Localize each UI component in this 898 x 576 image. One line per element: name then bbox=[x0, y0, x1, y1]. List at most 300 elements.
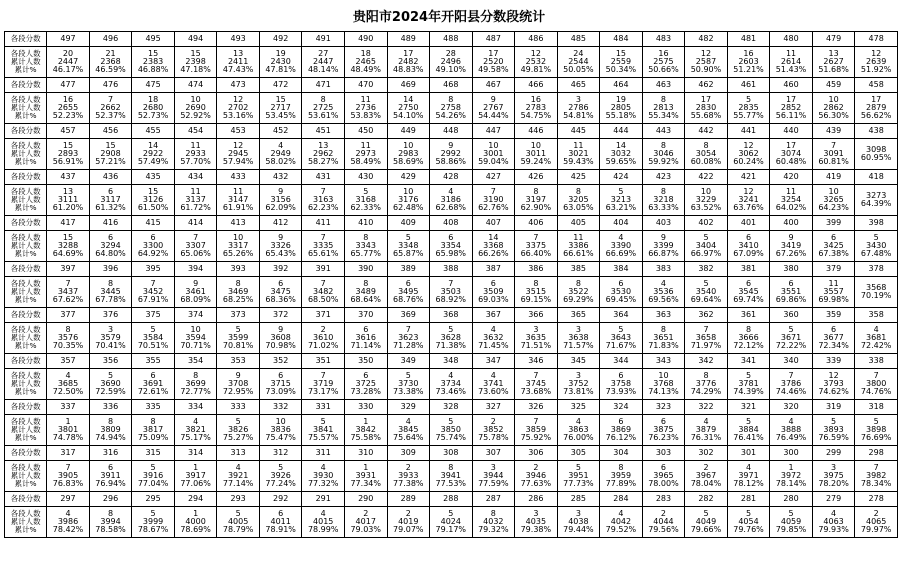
cum-value: 2482 bbox=[398, 57, 419, 66]
detail-cell bbox=[515, 415, 558, 446]
count-label: 各段人数 bbox=[10, 279, 41, 288]
cum-value: 3971 bbox=[738, 471, 759, 480]
score-cell: 365 bbox=[557, 308, 600, 323]
count-value: 13 bbox=[318, 141, 329, 150]
pct-value: 71.14% bbox=[350, 341, 381, 350]
count-value: 12 bbox=[233, 141, 244, 150]
score-cell: 478 bbox=[855, 32, 898, 47]
cum-value: 3375 bbox=[525, 241, 547, 250]
score-cell: 426 bbox=[515, 170, 558, 185]
score-cell: 317 bbox=[47, 446, 90, 461]
cum-value: 3265 bbox=[823, 195, 844, 204]
pct-value: 62.68% bbox=[435, 203, 467, 212]
score-cell: 327 bbox=[472, 400, 515, 415]
detail-cell bbox=[770, 323, 813, 354]
pct-value: 68.09% bbox=[180, 295, 211, 304]
pct-value: 75.09% bbox=[137, 433, 169, 442]
score-label-cell bbox=[5, 124, 47, 139]
score-cell: 432 bbox=[259, 170, 302, 185]
count-value: 4 bbox=[490, 325, 496, 334]
cum-value: 3430 bbox=[865, 241, 887, 250]
detail-cell bbox=[727, 231, 770, 262]
score-cell: 351 bbox=[302, 354, 345, 369]
cum-value: 3781 bbox=[738, 379, 759, 388]
pct-value: 77.34% bbox=[350, 479, 381, 488]
cum-value: 3568 bbox=[865, 283, 887, 292]
count-value: 5 bbox=[150, 509, 156, 518]
detail-cell bbox=[557, 139, 600, 170]
cum-value: 3503 bbox=[440, 287, 461, 296]
detail-label-cell bbox=[5, 415, 47, 446]
cum-value: 2496 bbox=[440, 57, 461, 66]
score-cell: 309 bbox=[387, 446, 430, 461]
detail-cell bbox=[600, 185, 643, 216]
count-value: 13 bbox=[62, 187, 74, 196]
pct-value: 75.58% bbox=[350, 433, 381, 442]
count-value: 6 bbox=[363, 325, 369, 334]
pct-value: 69.98% bbox=[818, 295, 849, 304]
score-cell: 312 bbox=[259, 446, 302, 461]
detail-cell bbox=[515, 47, 558, 78]
cum-value: 3699 bbox=[185, 379, 206, 388]
cum-value: 3098 bbox=[865, 145, 887, 154]
count-label: 各段人数 bbox=[10, 49, 41, 58]
score-cell: 359 bbox=[812, 308, 855, 323]
score-cell: 310 bbox=[344, 446, 387, 461]
count-label: 各段人数 bbox=[10, 95, 41, 104]
count-value: 4 bbox=[405, 417, 411, 426]
pct-value: 53.45% bbox=[265, 111, 296, 120]
detail-cell bbox=[727, 369, 770, 400]
cum-value: 3959 bbox=[610, 471, 632, 480]
detail-cell bbox=[557, 415, 600, 446]
pct-value: 74.62% bbox=[818, 387, 849, 396]
cum-value: 3522 bbox=[568, 287, 589, 296]
cum-value: 4005 bbox=[227, 517, 249, 526]
detail-cell bbox=[217, 185, 260, 216]
detail-cell bbox=[642, 139, 685, 170]
score-label-cell bbox=[5, 492, 47, 507]
count-value: 15 bbox=[62, 233, 74, 242]
detail-cell bbox=[557, 93, 600, 124]
count-value: 9 bbox=[235, 371, 241, 380]
score-cell: 345 bbox=[557, 354, 600, 369]
detail-cell bbox=[642, 507, 685, 538]
pct-value: 66.97% bbox=[690, 249, 722, 258]
detail-cell bbox=[259, 461, 302, 492]
cum-value: 4054 bbox=[738, 517, 759, 526]
count-value: 8 bbox=[660, 95, 666, 104]
count-value: 11 bbox=[360, 141, 371, 150]
detail-cell bbox=[344, 507, 387, 538]
count-value: 6 bbox=[745, 279, 752, 288]
count-value: 4 bbox=[448, 371, 454, 380]
score-cell: 304 bbox=[600, 446, 643, 461]
count-value: 6 bbox=[490, 279, 496, 288]
cum-value: 3461 bbox=[185, 287, 206, 296]
pct-value: 75.57% bbox=[307, 433, 339, 442]
cum-value: 3752 bbox=[568, 379, 589, 388]
score-cell: 358 bbox=[855, 308, 898, 323]
count-value: 10 bbox=[233, 233, 244, 242]
detail-cell bbox=[302, 231, 345, 262]
count-value: 8 bbox=[660, 325, 666, 334]
count-value: 5 bbox=[575, 463, 581, 472]
cum-value: 3046 bbox=[653, 149, 674, 158]
detail-cell bbox=[770, 461, 813, 492]
detail-cell bbox=[812, 507, 855, 538]
score-label-cell bbox=[5, 170, 47, 185]
score-row bbox=[5, 492, 898, 507]
cum-value: 3745 bbox=[525, 379, 547, 388]
score-cell: 377 bbox=[47, 308, 90, 323]
cum-label: 累计人数 bbox=[10, 103, 41, 112]
cum-value: 3850 bbox=[440, 425, 461, 434]
pct-value: 46.88% bbox=[137, 65, 169, 74]
cum-value: 3623 bbox=[398, 333, 419, 342]
count-value: 8 bbox=[363, 279, 369, 288]
pct-value: 51.92% bbox=[860, 65, 892, 74]
detail-cell bbox=[217, 369, 260, 400]
count-value: 15 bbox=[190, 49, 201, 58]
pct-value: 48.14% bbox=[307, 65, 339, 74]
score-cell: 370 bbox=[344, 308, 387, 323]
pct-value: 67.62% bbox=[52, 295, 84, 304]
score-cell: 411 bbox=[302, 216, 345, 231]
count-value: 3 bbox=[831, 463, 837, 472]
score-cell: 300 bbox=[770, 446, 813, 461]
pct-value: 69.03% bbox=[478, 295, 509, 304]
score-cell: 293 bbox=[217, 492, 260, 507]
score-cell: 458 bbox=[855, 78, 898, 93]
detail-cell bbox=[557, 277, 600, 308]
pct-value: 76.59% bbox=[818, 433, 849, 442]
cum-value: 3930 bbox=[313, 471, 334, 480]
cum-value: 2520 bbox=[483, 57, 504, 66]
count-value: 7 bbox=[873, 371, 879, 380]
score-cell: 352 bbox=[259, 354, 302, 369]
detail-cell bbox=[472, 47, 515, 78]
detail-cell bbox=[685, 139, 728, 170]
score-distribution-table bbox=[4, 31, 898, 538]
cum-value: 4032 bbox=[483, 517, 504, 526]
detail-cell bbox=[344, 323, 387, 354]
score-cell: 362 bbox=[685, 308, 728, 323]
detail-label-cell bbox=[5, 185, 47, 216]
detail-cell bbox=[855, 507, 898, 538]
count-value: 7 bbox=[193, 233, 199, 242]
score-label-cell bbox=[5, 32, 47, 47]
score-cell: 380 bbox=[770, 262, 813, 277]
score-cell: 336 bbox=[89, 400, 132, 415]
pct-value: 68.50% bbox=[307, 295, 339, 304]
count-value: 5 bbox=[235, 509, 241, 518]
count-value: 2 bbox=[320, 325, 326, 334]
count-value: 6 bbox=[150, 371, 156, 380]
score-cell: 443 bbox=[642, 124, 685, 139]
count-value: 15 bbox=[615, 49, 627, 58]
detail-cell bbox=[387, 47, 430, 78]
count-value: 7 bbox=[320, 233, 326, 242]
detail-cell bbox=[557, 185, 600, 216]
cum-value: 3845 bbox=[398, 425, 419, 434]
count-value: 6 bbox=[278, 279, 284, 288]
cum-value: 2702 bbox=[227, 103, 249, 112]
cum-value: 3916 bbox=[142, 471, 164, 480]
detail-cell bbox=[259, 323, 302, 354]
count-value: 3 bbox=[575, 371, 581, 380]
count-value: 1 bbox=[193, 463, 199, 472]
detail-cell bbox=[600, 323, 643, 354]
score-cell: 412 bbox=[259, 216, 302, 231]
detail-cell bbox=[174, 461, 217, 492]
detail-cell bbox=[855, 185, 898, 216]
cum-value: 4059 bbox=[780, 517, 802, 526]
pct-value: 66.61% bbox=[563, 249, 594, 258]
pct-value: 48.49% bbox=[350, 65, 381, 74]
cum-value: 2368 bbox=[100, 57, 121, 66]
pct-value: 62.23% bbox=[307, 203, 339, 212]
pct-value: 72.42% bbox=[860, 341, 892, 350]
cum-value: 3576 bbox=[57, 333, 79, 342]
count-value: 3 bbox=[575, 95, 581, 104]
cum-value: 3348 bbox=[398, 241, 419, 250]
count-value: 6 bbox=[745, 233, 752, 242]
pct-value: 54.10% bbox=[393, 111, 424, 120]
score-cell: 466 bbox=[515, 78, 558, 93]
score-cell: 431 bbox=[302, 170, 345, 185]
detail-cell bbox=[174, 277, 217, 308]
cum-value: 3946 bbox=[525, 471, 547, 480]
score-cell: 465 bbox=[557, 78, 600, 93]
pct-value: 70.51% bbox=[137, 341, 169, 350]
detail-cell bbox=[812, 461, 855, 492]
detail-cell bbox=[132, 185, 175, 216]
score-row bbox=[5, 32, 898, 47]
score-cell: 400 bbox=[770, 216, 813, 231]
cum-label: 累计人数 bbox=[10, 57, 41, 66]
pct-value: 79.76% bbox=[733, 525, 764, 534]
score-cell: 417 bbox=[47, 216, 90, 231]
score-cell: 347 bbox=[472, 354, 515, 369]
pct-value: 68.64% bbox=[350, 295, 381, 304]
pct-value: 79.56% bbox=[648, 525, 679, 534]
count-value: 9 bbox=[278, 233, 284, 242]
pct-value: 65.43% bbox=[265, 249, 296, 258]
detail-cell bbox=[515, 139, 558, 170]
cum-value: 3445 bbox=[100, 287, 121, 296]
pct-value: 56.91% bbox=[52, 157, 84, 166]
count-value: 8 bbox=[363, 233, 369, 242]
pct-value: 65.77% bbox=[350, 249, 381, 258]
pct-value: 67.09% bbox=[733, 249, 764, 258]
score-cell: 287 bbox=[472, 492, 515, 507]
cum-value: 3643 bbox=[610, 333, 632, 342]
cum-value: 2962 bbox=[313, 149, 334, 158]
detail-cell bbox=[302, 47, 345, 78]
cum-value: 3800 bbox=[865, 379, 887, 388]
pct-value: 62.90% bbox=[520, 203, 552, 212]
count-value: 5 bbox=[320, 417, 326, 426]
pct-value: 75.64% bbox=[393, 433, 424, 442]
score-cell: 436 bbox=[89, 170, 132, 185]
score-cell: 385 bbox=[557, 262, 600, 277]
count-value: 17 bbox=[488, 49, 499, 58]
score-label-cell bbox=[5, 262, 47, 277]
cum-label: 累计人数 bbox=[10, 149, 41, 158]
score-cell: 420 bbox=[770, 170, 813, 185]
score-cell: 338 bbox=[855, 354, 898, 369]
detail-cell bbox=[515, 185, 558, 216]
score-cell: 324 bbox=[600, 400, 643, 415]
detail-cell bbox=[430, 415, 473, 446]
cum-value: 4063 bbox=[823, 517, 844, 526]
score-cell: 394 bbox=[174, 262, 217, 277]
detail-cell bbox=[812, 185, 855, 216]
count-value: 3 bbox=[533, 325, 539, 334]
cum-value: 3368 bbox=[483, 241, 504, 250]
detail-row bbox=[5, 461, 898, 492]
pct-value: 78.91% bbox=[265, 525, 296, 534]
score-cell: 423 bbox=[642, 170, 685, 185]
detail-cell bbox=[47, 139, 90, 170]
count-value: 7 bbox=[873, 463, 879, 472]
pct-value: 79.66% bbox=[690, 525, 722, 534]
pct-value: 54.44% bbox=[478, 111, 509, 120]
detail-cell bbox=[642, 93, 685, 124]
count-value: 9 bbox=[788, 233, 794, 242]
count-value: 3 bbox=[575, 325, 581, 334]
detail-cell bbox=[642, 185, 685, 216]
score-cell: 295 bbox=[132, 492, 175, 507]
score-cell: 373 bbox=[217, 308, 260, 323]
pct-value: 68.76% bbox=[393, 295, 424, 304]
count-value: 1 bbox=[193, 509, 199, 518]
cum-value: 3437 bbox=[57, 287, 79, 296]
detail-cell bbox=[472, 323, 515, 354]
pct-value: 76.83% bbox=[52, 479, 84, 488]
detail-cell bbox=[727, 47, 770, 78]
detail-cell bbox=[557, 323, 600, 354]
score-label: 各段分数 bbox=[10, 310, 41, 319]
score-cell: 387 bbox=[472, 262, 515, 277]
score-cell: 489 bbox=[387, 32, 430, 47]
cum-value: 3001 bbox=[483, 149, 504, 158]
score-cell: 438 bbox=[855, 124, 898, 139]
detail-cell bbox=[174, 415, 217, 446]
cum-value: 2835 bbox=[738, 103, 759, 112]
cum-value: 3944 bbox=[483, 471, 504, 480]
count-value: 21 bbox=[105, 49, 116, 58]
score-cell: 469 bbox=[387, 78, 430, 93]
score-cell: 447 bbox=[472, 124, 515, 139]
count-value: 9 bbox=[278, 187, 284, 196]
detail-cell bbox=[812, 277, 855, 308]
count-value: 8 bbox=[108, 279, 114, 288]
count-value: 16 bbox=[658, 49, 669, 58]
pct-value: 64.92% bbox=[137, 249, 169, 258]
score-cell: 490 bbox=[344, 32, 387, 47]
pct-value: 63.21% bbox=[605, 203, 637, 212]
score-cell: 331 bbox=[302, 400, 345, 415]
cum-value: 3343 bbox=[355, 241, 376, 250]
detail-cell bbox=[430, 231, 473, 262]
count-value: 8 bbox=[533, 279, 539, 288]
score-cell: 321 bbox=[727, 400, 770, 415]
count-value: 4 bbox=[873, 325, 879, 334]
pct-value: 66.26% bbox=[478, 249, 509, 258]
detail-cell bbox=[217, 139, 260, 170]
cum-value: 4019 bbox=[398, 517, 419, 526]
count-value: 9 bbox=[490, 95, 496, 104]
cum-value: 2559 bbox=[610, 57, 632, 66]
pct-value: 74.46% bbox=[775, 387, 807, 396]
cum-value: 4065 bbox=[865, 517, 887, 526]
pct-value: 70.41% bbox=[95, 341, 126, 350]
cum-value: 4049 bbox=[695, 517, 717, 526]
pct-value: 65.06% bbox=[180, 249, 211, 258]
pct-value: 77.59% bbox=[478, 479, 509, 488]
cum-value: 4038 bbox=[568, 517, 589, 526]
detail-cell bbox=[770, 47, 813, 78]
score-label: 各段分数 bbox=[10, 494, 41, 503]
detail-cell bbox=[812, 47, 855, 78]
detail-cell bbox=[770, 415, 813, 446]
pct-value: 71.28% bbox=[393, 341, 424, 350]
cum-value: 4017 bbox=[355, 517, 376, 526]
pct-value: 47.18% bbox=[180, 65, 211, 74]
detail-cell bbox=[855, 47, 898, 78]
cum-value: 3111 bbox=[57, 195, 79, 204]
pct-label: 累计% bbox=[14, 479, 37, 488]
detail-row bbox=[5, 277, 898, 308]
detail-cell bbox=[132, 277, 175, 308]
pct-value: 65.26% bbox=[222, 249, 254, 258]
pct-value: 46.59% bbox=[95, 65, 126, 74]
score-cell: 467 bbox=[472, 78, 515, 93]
score-cell: 446 bbox=[515, 124, 558, 139]
score-cell: 470 bbox=[344, 78, 387, 93]
count-value: 6 bbox=[150, 233, 156, 242]
score-cell: 353 bbox=[217, 354, 260, 369]
count-label: 各段人数 bbox=[10, 509, 41, 518]
score-cell: 468 bbox=[430, 78, 473, 93]
pct-value: 58.69% bbox=[393, 157, 424, 166]
cum-value: 3734 bbox=[440, 379, 461, 388]
score-cell: 399 bbox=[812, 216, 855, 231]
detail-cell bbox=[47, 277, 90, 308]
count-value: 15 bbox=[105, 141, 116, 150]
detail-cell bbox=[47, 47, 90, 78]
pct-value: 69.74% bbox=[733, 295, 764, 304]
detail-cell bbox=[344, 369, 387, 400]
score-cell: 328 bbox=[430, 400, 473, 415]
detail-cell bbox=[344, 93, 387, 124]
cum-value: 3229 bbox=[695, 195, 717, 204]
pct-value: 52.37% bbox=[95, 111, 126, 120]
detail-cell bbox=[259, 415, 302, 446]
count-value: 7 bbox=[65, 279, 71, 288]
cum-value: 2945 bbox=[227, 149, 249, 158]
score-cell: 493 bbox=[217, 32, 260, 47]
pct-value: 75.47% bbox=[265, 433, 296, 442]
pct-value: 56.30% bbox=[818, 111, 849, 120]
score-cell: 492 bbox=[259, 32, 302, 47]
cum-value: 3635 bbox=[525, 333, 547, 342]
count-value: 8 bbox=[703, 141, 709, 150]
detail-cell bbox=[217, 415, 260, 446]
detail-cell bbox=[89, 415, 132, 446]
